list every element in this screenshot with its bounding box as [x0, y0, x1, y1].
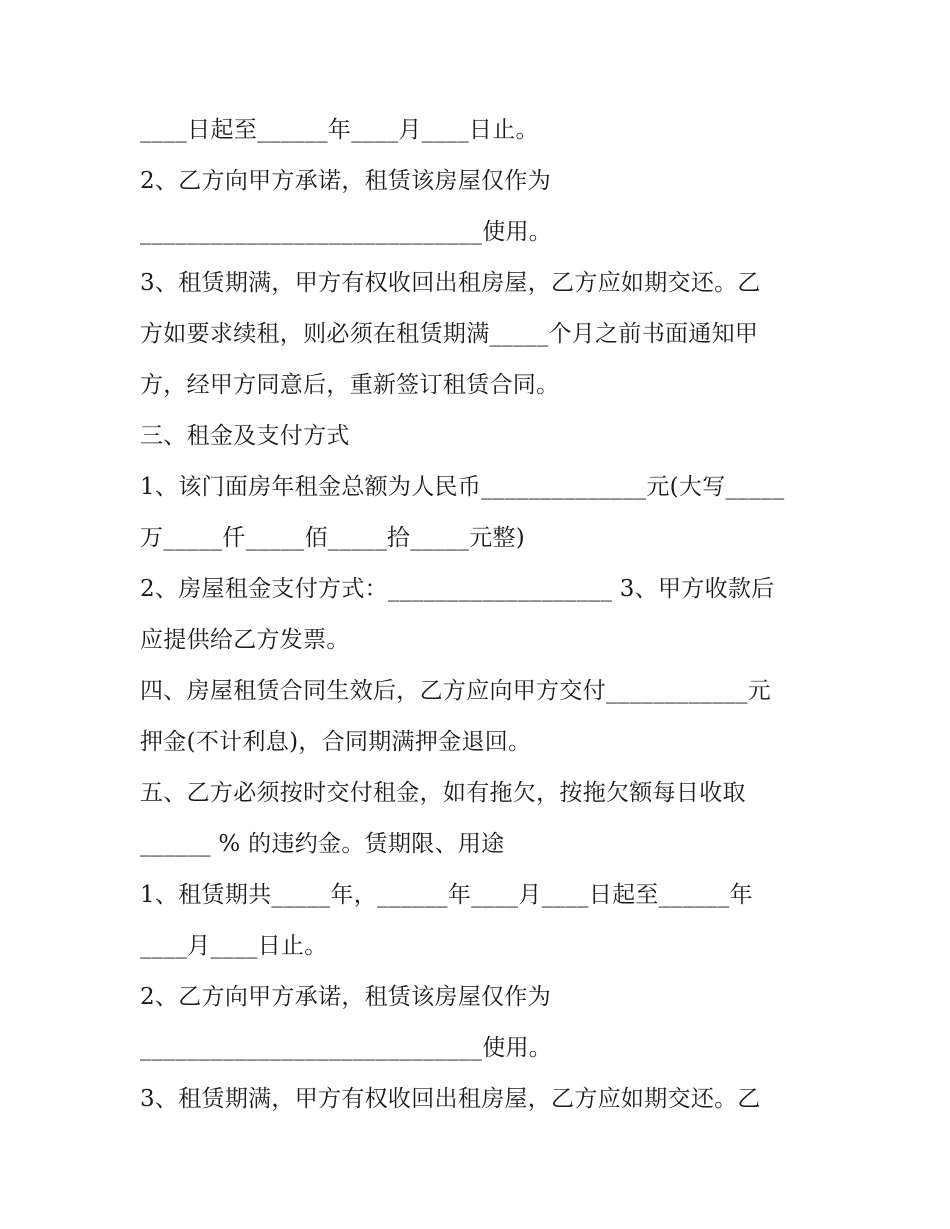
text-line: 1、该门面房年租金总额为人民币______________元(大写_____	[140, 474, 785, 500]
text-line: ____日起至______年____月____日止。	[140, 117, 539, 143]
text-line: 2、乙方向甲方承诺，租赁该房屋仅作为	[140, 984, 552, 1010]
text-line: 方，经甲方同意后，重新签订租赁合同。	[140, 372, 560, 398]
text-line: 3、租赁期满，甲方有权收回出租房屋，乙方应如期交还。乙	[140, 270, 761, 296]
text-line: 3、租赁期满，甲方有权收回出租房屋，乙方应如期交还。乙	[140, 1086, 761, 1112]
text-line: 1、租赁期共_____年，______年____月____日起至______年	[140, 882, 753, 908]
text-line: 方如要求续租，则必须在租赁期满_____个月之前书面通知甲	[140, 321, 759, 347]
text-line: 2、乙方向甲方承诺，租赁该房屋仅作为	[140, 168, 552, 194]
text-line: _____________________________使用。	[140, 219, 553, 245]
text-line: 万_____仟_____佰_____拾_____元整)	[140, 525, 526, 551]
text-line: ____月____日止。	[140, 933, 328, 959]
text-line: ______ % 的违约金。赁期限、用途	[140, 831, 505, 857]
text-line: 押金(不计利息)，合同期满押金退回。	[140, 729, 532, 755]
text-line: 2、房屋租金支付方式：___________________ 3、甲方收款后	[140, 576, 775, 602]
section-heading: 五、乙方必须按时交付租金，如有拖欠，按拖欠额每日收取	[140, 780, 746, 806]
text-line: 应提供给乙方发票。	[140, 627, 350, 653]
section-heading: 三、租金及支付方式	[140, 423, 350, 449]
text-line: _____________________________使用。	[140, 1035, 553, 1061]
section-heading: 四、房屋租赁合同生效后，乙方应向甲方交付____________元	[140, 678, 771, 704]
